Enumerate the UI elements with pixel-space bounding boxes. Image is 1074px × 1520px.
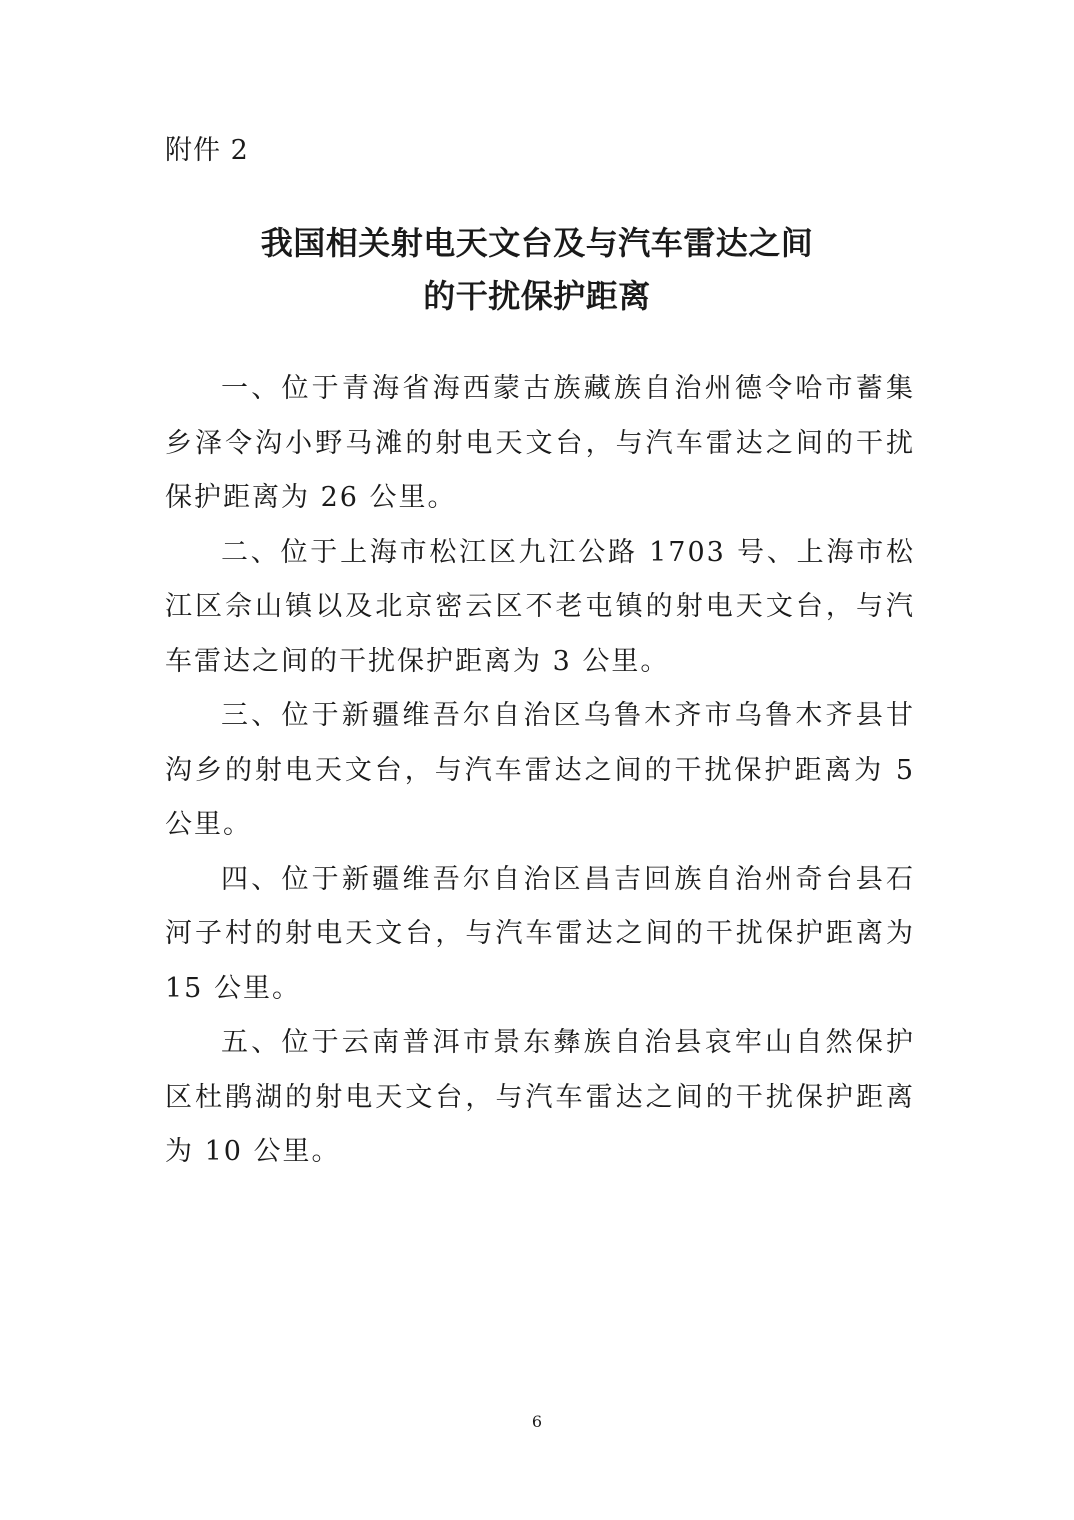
paragraph-5: 五、位于云南普洱市景东彝族自治县哀牢山自然保护区杜鹃湖的射电天文台，与汽车雷达之间的干扰保护距离为 10 公里。 — [165, 1027, 915, 1167]
page-number: 6 — [531, 1412, 543, 1431]
attachment-label: 附件 2 — [165, 135, 249, 166]
paragraph-1: 一、位于青海省海西蒙古族藏族自治州德令哈市蓄集乡泽令沟小野马滩的射电天文台，与汽车雷达之间的干扰保护距离为 26 公里。 — [165, 373, 915, 513]
paragraph-4: 四、位于新疆维吾尔自治区昌吉回族自治州奇台县石河子村的射电天文台，与汽车雷达之间的干扰保护距离为 15 公里。 — [165, 863, 915, 1004]
document-body — [165, 362, 915, 1180]
document-title-line-2: 的干扰保护距离 — [423, 277, 651, 315]
document-title-line-1: 我国相关射电天文台及与汽车雷达之间 — [260, 224, 814, 262]
paragraph-3: 三、位于新疆维吾尔自治区乌鲁木齐市乌鲁木齐县甘沟乡的射电天文台，与汽车雷达之间的干扰保护距离为 5 公里。 — [165, 700, 915, 840]
paragraph-2: 二、位于上海市松江区九江公路 1703 号、上海市松江区佘山镇以及北京密云区不老屯镇的射电天文台，与汽车雷达之间的干扰保护距离为 3 公里。 — [165, 536, 915, 677]
